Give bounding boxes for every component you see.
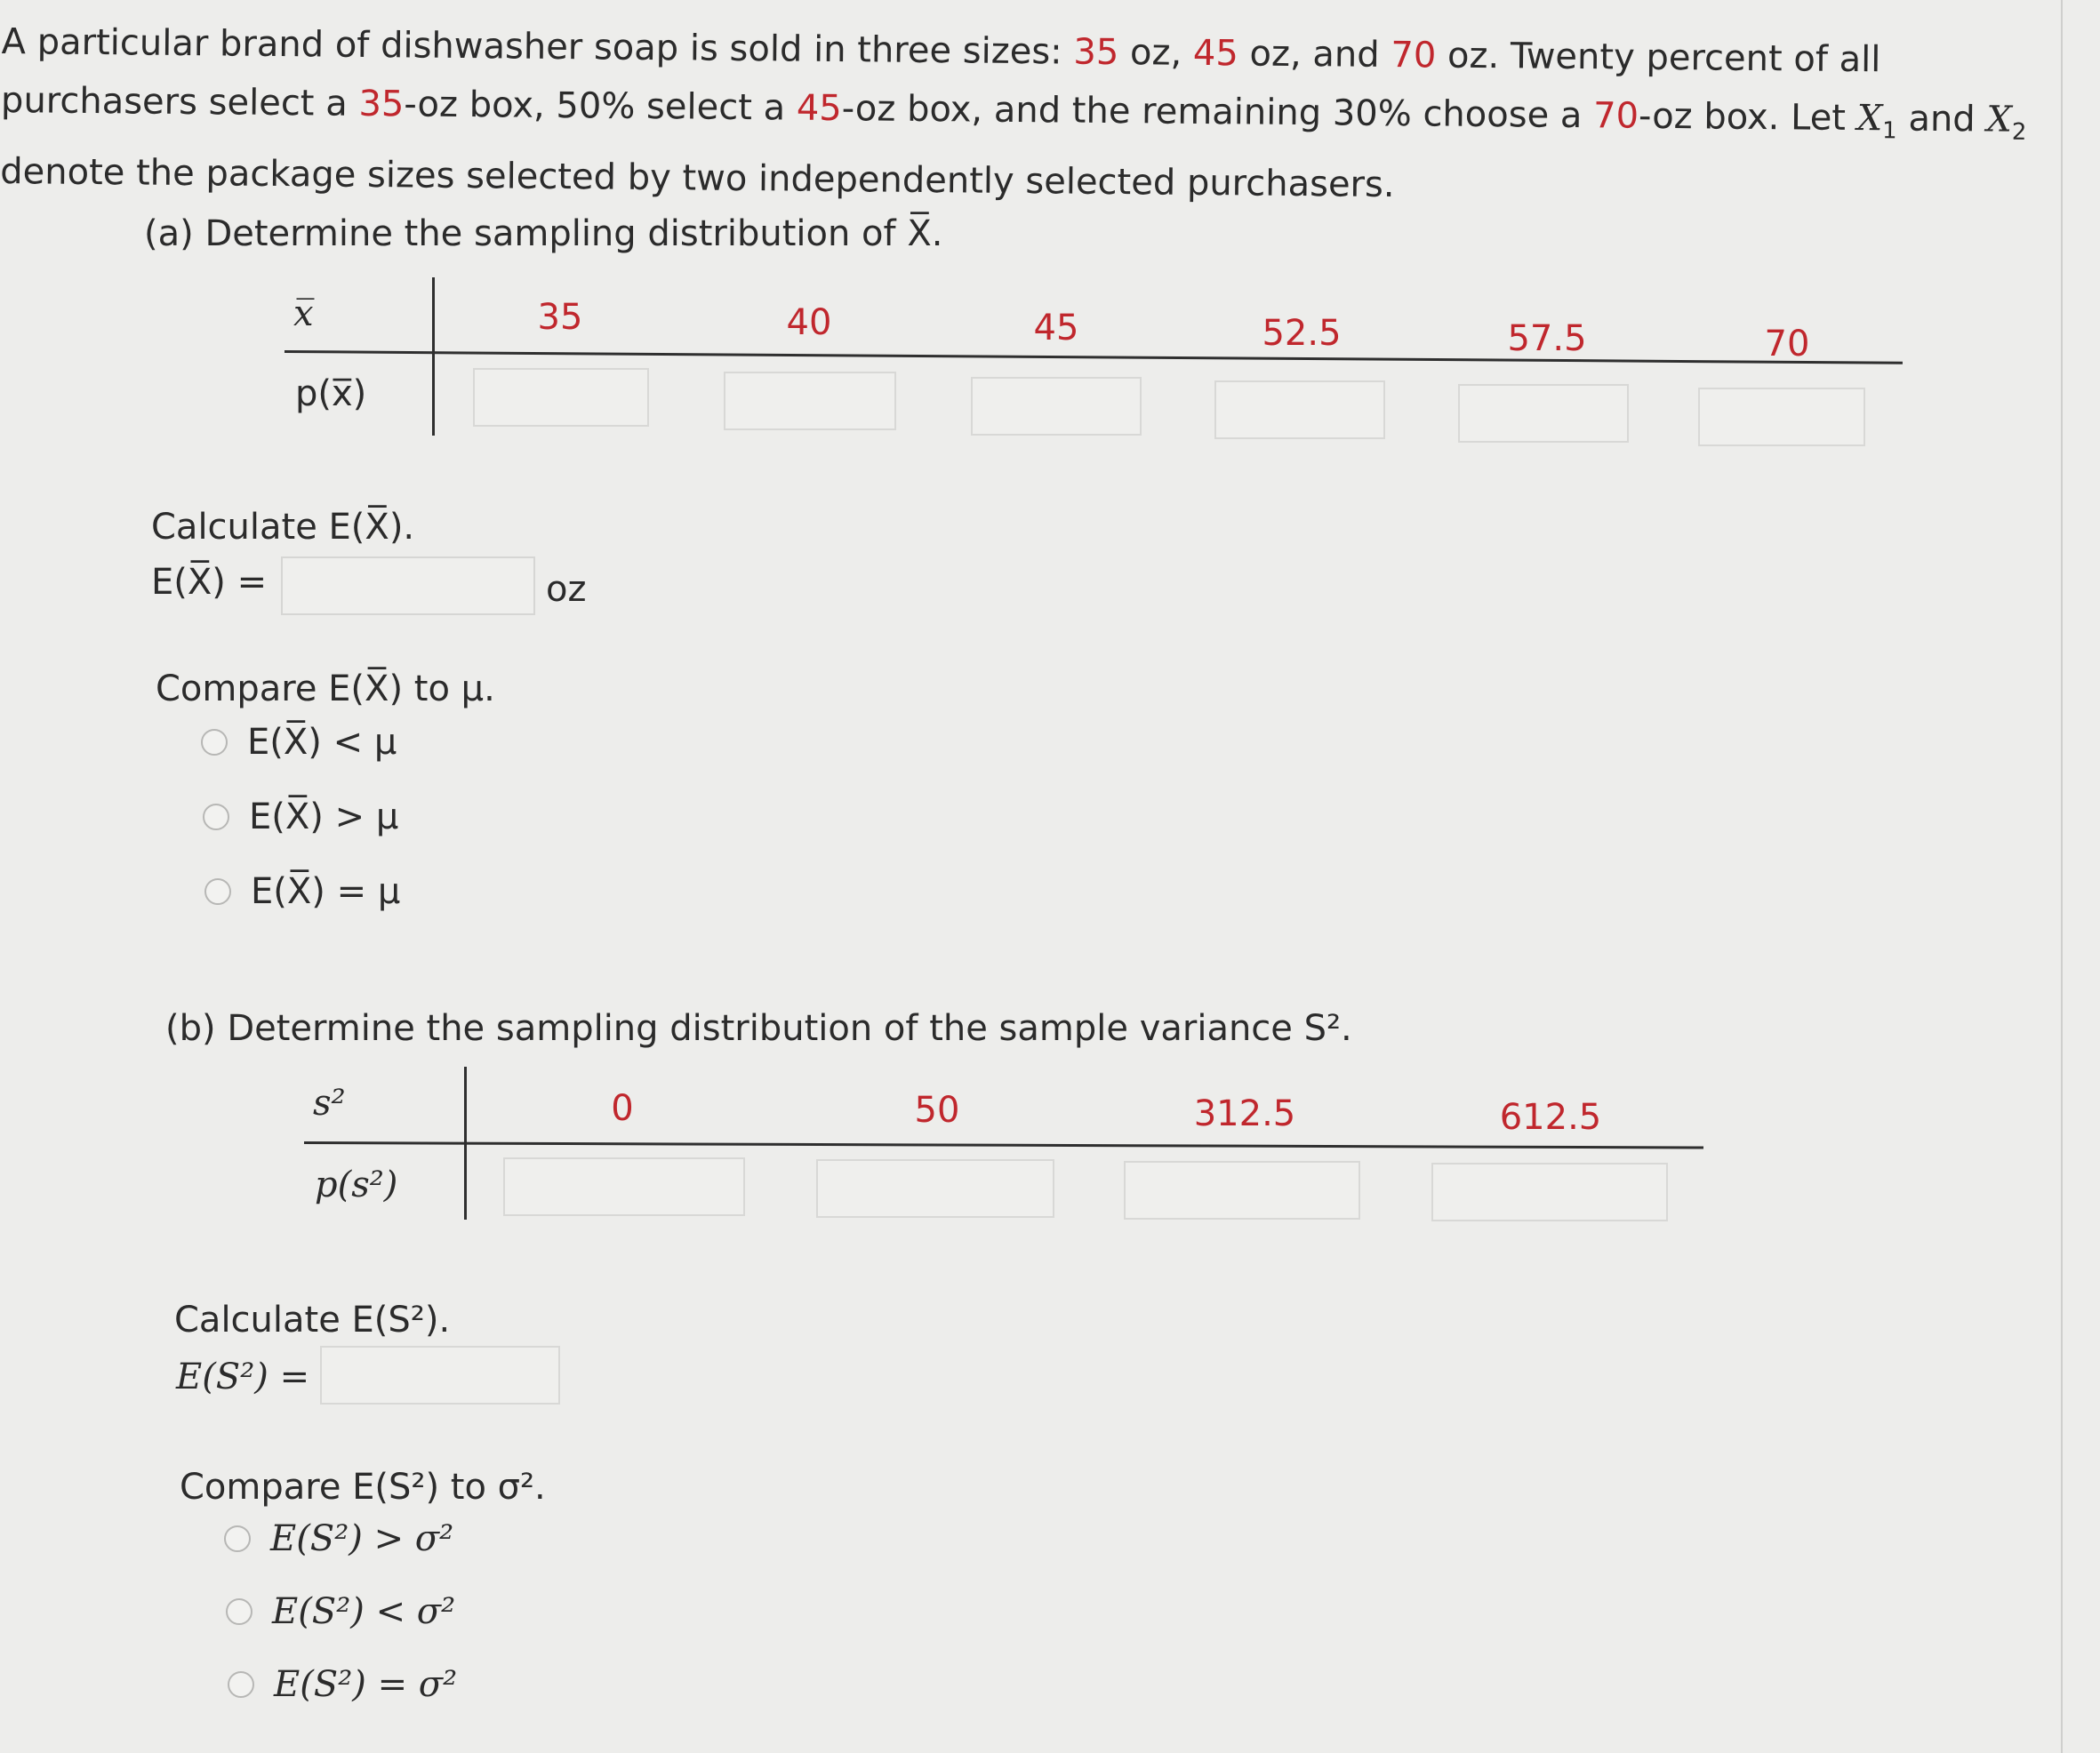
- option-e-s2-less[interactable]: E(S²) < σ²: [226, 1591, 455, 1632]
- xbar-value-70: 70: [1764, 324, 1810, 364]
- p-xbar-input-57-5[interactable]: [1458, 384, 1629, 443]
- s2-value-0: 0: [611, 1088, 634, 1129]
- p-s2-header: p(s²): [315, 1165, 398, 1205]
- compare-e-s2-label: Compare E(S²) to σ².: [180, 1467, 546, 1508]
- size-70: 70: [1391, 35, 1437, 76]
- xbar-value-35: 35: [537, 297, 583, 338]
- radio-button[interactable]: [228, 1671, 254, 1698]
- calc-e-s2-label: Calculate E(S²).: [174, 1300, 451, 1341]
- size-35: 35: [1073, 31, 1119, 74]
- p-xbar-input-45[interactable]: [971, 377, 1142, 436]
- option-e-xbar-equal[interactable]: E(X̅) = μ: [204, 871, 400, 912]
- radio-button[interactable]: [224, 1525, 251, 1552]
- option-e-s2-equal[interactable]: E(S²) = σ²: [228, 1664, 457, 1705]
- p-xbar-input-40[interactable]: [724, 372, 896, 430]
- part-a-heading: (a) Determine the sampling distribution of X̅.: [144, 213, 943, 254]
- e-xbar-input[interactable]: [281, 556, 535, 615]
- xbar-value-45: 45: [1033, 308, 1079, 348]
- s2-value-312-5: 312.5: [1193, 1093, 1296, 1134]
- radio-button[interactable]: [204, 878, 231, 905]
- p-s2-input-50[interactable]: [816, 1159, 1054, 1218]
- s2-value-612-5: 612.5: [1499, 1097, 1602, 1138]
- e-s2-input[interactable]: [320, 1346, 560, 1405]
- radio-button[interactable]: [203, 804, 229, 830]
- xbar-header: x̅: [293, 293, 314, 334]
- compare-e-xbar-label: Compare E(X̅) to μ.: [156, 668, 495, 709]
- option-e-s2-greater[interactable]: E(S²) > σ²: [224, 1518, 453, 1559]
- radio-button[interactable]: [226, 1598, 252, 1625]
- p-xbar-header: p(x̅): [295, 373, 367, 414]
- s2-header: s²: [313, 1083, 346, 1124]
- xbar-value-52-5: 52.5: [1262, 313, 1342, 354]
- size-45: 45: [1192, 32, 1239, 75]
- option-e-xbar-greater[interactable]: E(X̅) > μ: [203, 796, 398, 837]
- e-xbar-eq-label: E(X̅) =: [151, 562, 268, 603]
- p-xbar-input-70[interactable]: [1698, 388, 1865, 446]
- p-s2-input-312-5[interactable]: [1124, 1161, 1360, 1220]
- calc-e-xbar-label: Calculate E(X̅).: [151, 507, 415, 548]
- radio-button[interactable]: [201, 729, 228, 756]
- problem-statement: A particular brand of dishwasher soap is sold in three sizes: 35 oz, 45 oz, and 70 oz. Twenty percent of all purchasers select a 35-oz box, 50% select a 45-oz box, and the remaining 30% choose a 70-oz box. Let $X_1$ and $X_2$ denote the package sizes selected by two independently selected purchasers.: [0, 20, 2027, 206]
- option-e-xbar-less[interactable]: E(X̅) < μ: [201, 722, 397, 763]
- p-xbar-input-52-5[interactable]: [1214, 380, 1385, 439]
- xbar-value-40: 40: [786, 302, 832, 343]
- e-xbar-unit: oz: [546, 569, 587, 610]
- p-s2-input-0[interactable]: [503, 1157, 745, 1216]
- s2-value-50: 50: [914, 1090, 960, 1131]
- p-s2-input-612-5[interactable]: [1431, 1163, 1668, 1221]
- e-s2-eq-label: E(S²) =: [176, 1357, 310, 1397]
- p-xbar-input-35[interactable]: [473, 368, 649, 427]
- page-edge: [2061, 0, 2063, 1753]
- part-b-heading: (b) Determine the sampling distribution of the sample variance S².: [165, 1008, 1352, 1049]
- xbar-value-57-5: 57.5: [1507, 318, 1587, 359]
